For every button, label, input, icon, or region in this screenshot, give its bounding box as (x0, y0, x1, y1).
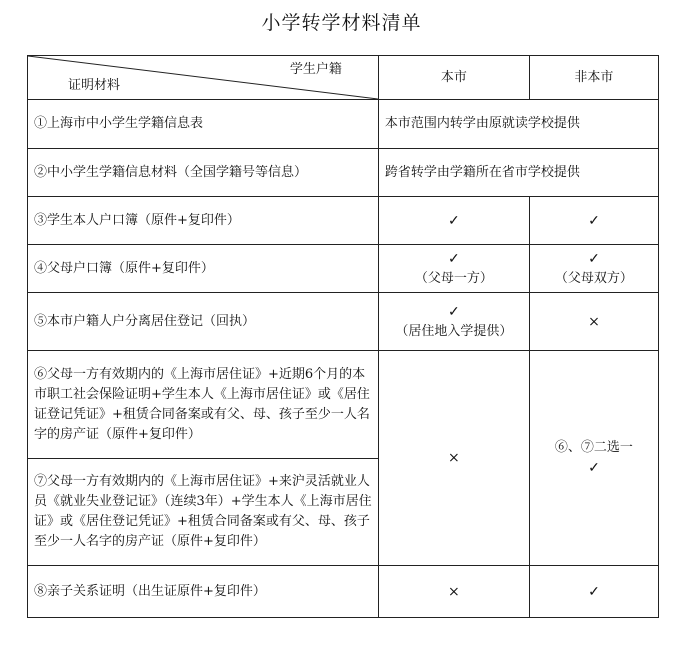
table-row (28, 566, 659, 618)
nonlocal-check-icon: ✓ (529, 566, 658, 618)
material-cell: ⑧亲子关系证明（出生证原件+复印件） (28, 566, 379, 618)
header-local: 本市 (378, 56, 529, 100)
nonlocal-check-icon: ✓ (588, 460, 600, 476)
table-row (28, 149, 659, 197)
material-cell: ④父母户口簿（原件+复印件） (28, 245, 379, 293)
material-cell: ⑥父母一方有效期内的《上海市居住证》+近期6个月的本市职工社会保险证明+学生本人《上海市居住证》或《居住证登记凭证》+租赁合同备案或有父、母、孩子至少一人名字的房产证（原件+复印件） (28, 351, 379, 459)
local-cross-icon: × (378, 566, 529, 618)
nonlocal-cross-icon: × (529, 293, 658, 351)
table-row (28, 293, 659, 351)
nonlocal-choice-note: ⑥、⑦二选一 (554, 440, 633, 455)
page-title: 小学转学材料清单 (261, 12, 422, 34)
header-nonlocal: 非本市 (529, 56, 658, 100)
material-cell: ⑦父母一方有效期内的《上海市居住证》+来沪灵活就业人员《就业失业登记证》（连续3年）+学生本人《上海市居住证》或《居住登记凭证》+租赁合同备案或有父、母、孩子至少一人名字的房产证（原件+复印件） (28, 459, 379, 566)
local-note: （居住地入学提供） (395, 323, 513, 339)
local-cross-icon: × (378, 351, 529, 566)
nonlocal-note: （父母双方） (554, 270, 633, 286)
local-check-icon: ✓ (448, 250, 460, 267)
local-note: （父母一方） (414, 270, 493, 286)
material-cell: ⑤本市户籍人户分离居住登记（回执） (28, 293, 379, 351)
local-cell (378, 245, 529, 293)
local-check-icon: ✓ (378, 197, 529, 245)
table-header-row (28, 56, 659, 100)
nonlocal-merged-cell (529, 351, 658, 566)
table-row (28, 100, 659, 149)
materials-table (27, 55, 659, 618)
material-cell: ③学生本人户口簿（原件+复印件） (28, 197, 379, 245)
nonlocal-cell (529, 245, 658, 293)
material-cell: ②中小学生学籍信息材料（全国学籍号等信息） (28, 149, 379, 197)
table-row (28, 245, 659, 293)
merged-note-cell: 本市范围内转学由原就读学校提供 (378, 100, 658, 149)
nonlocal-check-icon: ✓ (588, 250, 600, 267)
header-materials-label: 证明材料 (68, 78, 121, 93)
nonlocal-check-icon: ✓ (529, 197, 658, 245)
diagonal-header-cell (28, 56, 379, 100)
table-row (28, 351, 659, 459)
header-household-label: 学生户籍 (289, 62, 342, 77)
material-cell: ①上海市中小学生学籍信息表 (28, 100, 379, 149)
local-check-icon: ✓ (448, 303, 460, 320)
local-cell (378, 293, 529, 351)
table-row (28, 197, 659, 245)
merged-note-cell: 跨省转学由学籍所在省市学校提供 (378, 149, 658, 197)
